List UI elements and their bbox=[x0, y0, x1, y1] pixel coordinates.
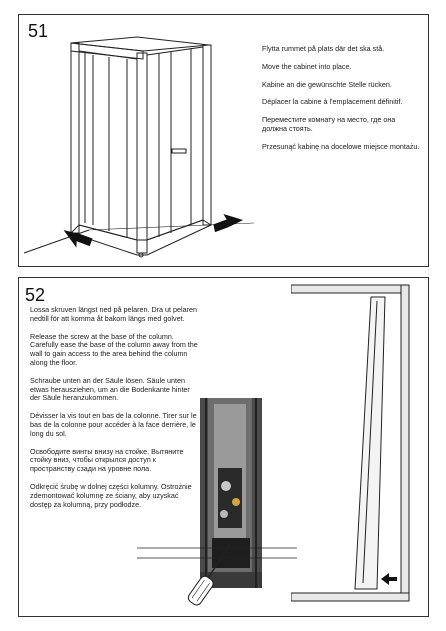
text-en: Move the cabinet into place. bbox=[262, 61, 352, 71]
text-ru: Освободите винты внизу на стойке. Вытяните стойку вниз, чтобы открылся доступ к пространству сзади на уровне пола. bbox=[30, 446, 184, 474]
text-fr: Dévisser la vis tout en bas de la colonne. Tirer sur le bas de la colonne pour accéder à la face derrière, le long du sol. bbox=[30, 411, 197, 438]
step-52-instructions bbox=[30, 306, 200, 509]
arrow-right-icon bbox=[212, 210, 245, 232]
arrow-left-icon bbox=[60, 228, 93, 251]
step-51-panel bbox=[18, 14, 429, 267]
text-pl: Odkręcić śrubę w dolnej części kolumny. Ostrożnie zdemontować kolumnę ze ściany, aby uzyskać dostęp za kolumną, przy podłodze. bbox=[30, 481, 192, 509]
text-en: Release the screw at the base of the column. Carefully ease the base of the column away from the wall to gain access to the area behind the column along the floor. bbox=[30, 331, 198, 367]
text-sv: Flytta rummet på plats där det ska stå. bbox=[262, 44, 385, 53]
arrow-left-icon bbox=[381, 573, 397, 585]
text-de: Schraube unten an der Säule lösen. Säule unten etwas herausziehen, um an die Bodenkante hinter der Säule heranzukommen. bbox=[30, 375, 190, 403]
cabinet-illustration bbox=[19, 15, 254, 265]
text-fr: Déplacer la cabine à l'emplacement définitif. bbox=[262, 97, 403, 107]
step-51-instructions bbox=[262, 45, 422, 152]
text-sv: Lossa skruven längst ned på pelaren. Dra ut pelaren nedtill för att komma åt bakom längs med golvet. bbox=[30, 305, 198, 323]
step-52-panel bbox=[18, 277, 429, 617]
step-number: 52 bbox=[25, 285, 46, 305]
step-number: 51 bbox=[28, 21, 49, 41]
screwdriver-icon bbox=[187, 540, 237, 610]
text-de: Kabine an die gewünschte Stelle rücken. bbox=[262, 79, 392, 89]
text-pl: Przesunąć kabinę na docelowe miejsce montażu. bbox=[262, 141, 420, 151]
text-ru: Переместите комнату на место, где она должна стоять. bbox=[262, 115, 396, 133]
column-side-view bbox=[291, 283, 426, 613]
